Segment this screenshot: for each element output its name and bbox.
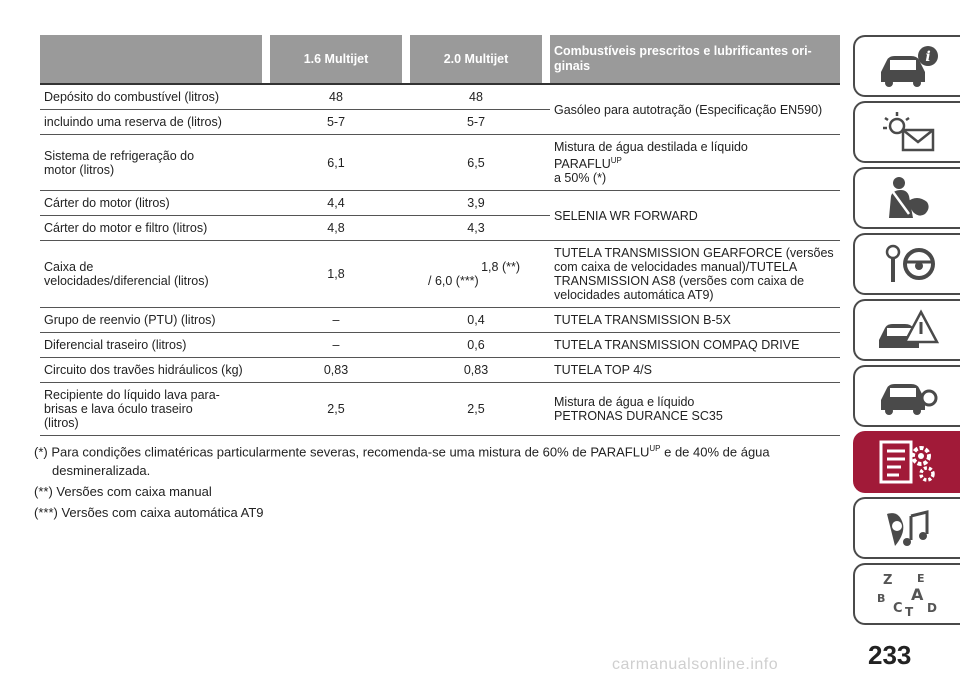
value-line: 1,8 (**) xyxy=(481,260,520,275)
fluid-spec: Gasóleo para autotração (Especificação EN590) xyxy=(550,84,840,135)
page-number: 233 xyxy=(868,640,912,670)
tab-technical-data[interactable] xyxy=(853,431,960,493)
index-letters-icon xyxy=(873,570,943,618)
footnote-2: (**) Versões com caixa manual xyxy=(34,484,212,500)
tab-multimedia[interactable] xyxy=(853,497,960,559)
value-line: / 6,0 (***) xyxy=(428,274,479,289)
index-letter: E xyxy=(916,572,925,585)
technical-data-icon xyxy=(873,438,943,486)
table-row xyxy=(40,241,840,308)
seatbelt-airbag-icon xyxy=(873,174,943,222)
value-16: 2,5 xyxy=(270,383,402,436)
header-16-multijet: 1.6 Multijet xyxy=(270,35,402,84)
row-label: incluindo uma reserva de (litros) xyxy=(40,110,262,135)
footnote-1: (*) Para condições climatéricas particularmente severas, recomenda-se uma mistura de 60% de $PARAFLU^{UP}$ e de 40% de água desmineralizada. xyxy=(34,444,770,479)
tab-starting-driving[interactable] xyxy=(853,233,960,295)
footnote-3: (***) Versões com caixa automática AT9 xyxy=(34,505,264,521)
value-20: 0,83 xyxy=(410,358,542,383)
table-row xyxy=(40,383,840,436)
value-16: – xyxy=(270,308,402,333)
table-row xyxy=(40,308,840,333)
value-16: 0,83 xyxy=(270,358,402,383)
index-letter: Z xyxy=(882,573,892,588)
value-20: 2,5 xyxy=(410,383,542,436)
table-row xyxy=(40,84,840,110)
value-20: 4,3 xyxy=(410,216,542,241)
dashboard-lights-icon xyxy=(873,108,943,156)
value-20 xyxy=(410,241,542,308)
svg-text:i: i xyxy=(924,49,931,65)
fluid-spec: TUTELA TOP 4/S xyxy=(550,358,840,383)
tab-safety[interactable] xyxy=(853,167,960,229)
table-row xyxy=(40,358,840,383)
fluid-line: Mistura de água e líquido xyxy=(554,395,695,410)
footnotes xyxy=(34,439,834,524)
value-16: 5-7 xyxy=(270,110,402,135)
value-20: 5-7 xyxy=(410,110,542,135)
value-16: – xyxy=(270,333,402,358)
tab-dashboard-lights[interactable] xyxy=(853,101,960,163)
tab-index[interactable] xyxy=(853,563,960,625)
table-row xyxy=(40,135,840,191)
row-label: Recipiente do líquido lava para-brisas e lava óculo traseiro (litros) xyxy=(40,383,262,436)
car-info-icon xyxy=(873,42,943,90)
value-20: 0,6 xyxy=(410,333,542,358)
index-letter: T xyxy=(904,605,913,618)
table-row xyxy=(40,191,840,216)
tab-maintenance[interactable] xyxy=(853,365,960,427)
fluid-spec xyxy=(550,383,840,436)
value-16: 4,8 xyxy=(270,216,402,241)
index-letter: B xyxy=(876,592,885,605)
car-service-icon xyxy=(873,372,943,420)
index-letter: C xyxy=(892,601,903,616)
fluid-line: a 50% (*) xyxy=(554,171,607,186)
superscript: UP xyxy=(610,156,622,165)
value-20: 48 xyxy=(410,84,542,110)
watermark: carmanualsonline.info xyxy=(612,656,779,673)
value-20: 6,5 xyxy=(410,135,542,191)
tab-emergency[interactable] xyxy=(853,299,960,361)
index-letter: D xyxy=(926,601,937,615)
key-steering-wheel-icon xyxy=(873,240,943,288)
fluid-spec: TUTELA TRANSMISSION GEARFORCE (versões com caixa de velocidades manual)/TUTELA TRANSMISSION AS8 (versões com caixa de velocidades automática AT9) xyxy=(550,241,840,308)
fluid-line: Mistura de água destilada e líquido xyxy=(554,140,748,154)
capacities-table xyxy=(40,35,840,436)
value-20: 3,9 xyxy=(410,191,542,216)
fluid-spec xyxy=(550,135,840,191)
fluid-spec: SELENIA WR FORWARD xyxy=(550,191,840,241)
row-label: Circuito dos travões hidráulicos (kg) xyxy=(40,358,262,383)
row-label: Grupo de reenvio (PTU) (litros) xyxy=(40,308,262,333)
fluid-spec: TUTELA TRANSMISSION B-5X xyxy=(550,308,840,333)
row-label: Diferencial traseiro (litros) xyxy=(40,333,262,358)
tab-car-info[interactable] xyxy=(853,35,960,97)
value-16: 4,4 xyxy=(270,191,402,216)
row-label: Cárter do motor e filtro (litros) xyxy=(40,216,262,241)
header-20-multijet: 2.0 Multijet xyxy=(410,35,542,84)
index-letter: A xyxy=(910,585,923,604)
value-16: 1,8 xyxy=(270,241,402,308)
row-label: Depósito do combustível (litros) xyxy=(40,84,262,110)
fluid-line: PARAFLU xyxy=(554,157,611,172)
row-label: Cárter do motor (litros) xyxy=(40,191,262,216)
fluid-line: PETRONAS DURANCE SC35 xyxy=(554,409,723,424)
row-label: Sistema de refrigeração do motor (litros) xyxy=(40,135,262,191)
fluid-spec: TUTELA TRANSMISSION COMPAQ DRIVE xyxy=(550,333,840,358)
header-blank-cell xyxy=(40,35,262,84)
value-20: 0,4 xyxy=(410,308,542,333)
table-row xyxy=(40,333,840,358)
multimedia-icon xyxy=(873,504,943,552)
car-warning-icon xyxy=(873,306,943,354)
row-label: Caixa de velocidades/diferencial (litros) xyxy=(40,241,262,308)
value-16: 48 xyxy=(270,84,402,110)
header-fluids: Combustíveis prescritos e lubrificantes ori-ginais xyxy=(550,35,840,84)
table-header-row xyxy=(40,35,840,84)
value-16: 6,1 xyxy=(270,135,402,191)
superscript: UP xyxy=(649,444,661,453)
